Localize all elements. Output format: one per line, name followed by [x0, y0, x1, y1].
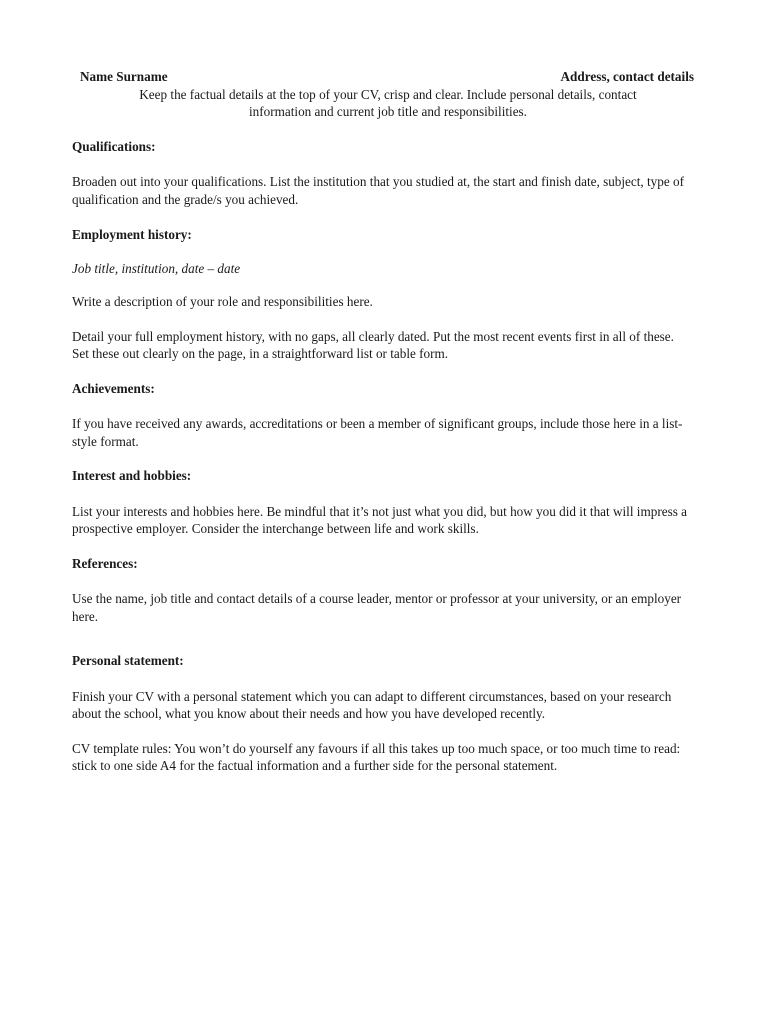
interests-heading: Interest and hobbies:	[72, 468, 192, 483]
employment-description: Write a description of your role and responsibilities here.	[72, 294, 373, 309]
header-intro-text: Keep the factual details at the top of your CV, crisp and clear. Include personal details, contact information and current job title and responsibilities.	[139, 86, 637, 119]
employment-heading: Employment history:	[72, 227, 192, 242]
cv-document	[72, 68, 694, 775]
cv-header	[72, 68, 694, 86]
employment-job-line: Job title, institution, date – date	[72, 260, 241, 276]
personal-statement-text: Finish your CV with a personal statement which you can adapt to different circumstances, based on your research about the school, what you know about their needs and how you have developed recently.	[72, 688, 672, 721]
address-contact-details: Address, contact details	[560, 69, 694, 84]
achievements-heading: Achievements:	[72, 380, 155, 396]
achievements-text: If you have received any awards, accreditations or been a member of significant groups, include those here in a list-style format.	[72, 416, 683, 449]
qualifications-text: Broaden out into your qualifications. List the institution that you studied at, the start and finish date, subject, type of qualification and the grade/s you achieved.	[72, 174, 685, 207]
references-text: Use the name, job title and contact details of a course leader, mentor or professor at your university, or an employer here.	[72, 591, 682, 624]
cv-template-rules: CV template rules: You won’t do yourself any favours if all this takes up too much space, or too much time to read: stick to one side A4 for the factual information and a further side for the personal statement.	[72, 740, 681, 773]
name-surname: Name Surname	[80, 69, 168, 84]
references-heading: References:	[72, 555, 138, 571]
qualifications-heading: Qualifications:	[72, 138, 156, 154]
personal-statement-heading: Personal statement:	[72, 653, 184, 668]
interests-text: List your interests and hobbies here. Be mindful that it’s not just what you did, but how you did it that will impress a prospective employer. Consider the interchange between life and work skills.	[72, 503, 687, 536]
employment-detail: Detail your full employment history, with no gaps, all clearly dated. Put the most recent events first in all of these. Set these out clearly on the page, in a straightforward list or table form.	[72, 328, 674, 361]
